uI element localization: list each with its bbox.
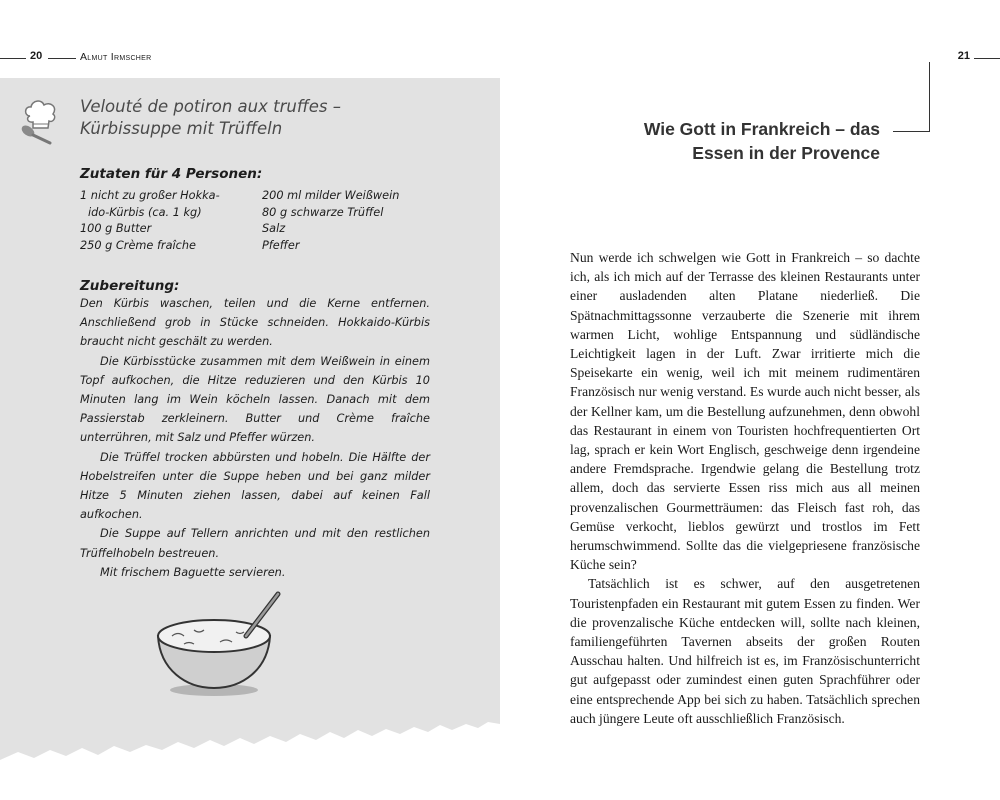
corner-bracket-horizontal [893, 131, 930, 132]
recipe [80, 96, 430, 582]
body-text [570, 248, 920, 728]
recipe-title-line: Kürbissuppe mit Trüffeln [80, 119, 283, 138]
ingredient-item: 200 ml milder Weißwein [262, 189, 400, 202]
recipe-title [80, 96, 430, 140]
right-running-header [920, 48, 1000, 68]
body-paragraph: Tatsächlich ist es schwer, auf den ausgetretenen Touristenpfaden ein Restaurant mit gutem Essen zu finden. Wer die provenzalische Küche entdecken will, sollte nach kleinen, familiengeführten Tavernen abseits der großen Routen Ausschau halten. Und hilfreich ist es, im Französischunterricht gut aufgepasst oder zumindest einen guten Sprachführer oder eine entsprechende App bei sich zu haben. Tatsächlich sprechen auch jüngere Leute oft ausschließlich Französisch. [570, 576, 920, 726]
ingredient-item: 80 g schwarze Trüffel [262, 205, 384, 219]
corner-bracket-vertical [929, 62, 930, 132]
ingredients-heading: Zutaten für 4 Personen: [80, 166, 263, 182]
soup-bowl-illustration [150, 588, 290, 703]
chapter-title [600, 117, 880, 165]
author-name: Almut Irmscher [80, 51, 152, 63]
ingredient-item: 250 g Crème fraîche [80, 238, 196, 252]
preparation-step: Mit frischem Baguette servieren. [100, 565, 286, 579]
ingredients-list [80, 188, 430, 254]
preparation-heading: Zubereitung: [80, 278, 180, 294]
recipe-title-line: Velouté de potiron aux truffes – [80, 97, 341, 116]
chapter-title-line: Wie Gott in Frankreich – das [643, 119, 880, 139]
ingredient-item: 1 nicht zu großer Hokka- [80, 189, 220, 202]
chapter-title-line: Essen in der Provence [692, 143, 880, 163]
preparation-step: Den Kürbis waschen, teilen und die Kerne entfernen. Anschließend grob in Stücke schneiden. Hokkaido-Kürbis braucht nicht geschält zu werden. [80, 297, 430, 349]
preparation-step: Die Trüffel trocken abbürsten und hobeln. Die Hälfte der Hobelstreifen unter die Suppe heben und bei ganz milder Hitze 5 Minuten ziehen lassen, dabei auf keinen Fall aufkochen. [80, 450, 430, 522]
ingredient-item: Pfeffer [262, 238, 300, 252]
left-page-number: 20 [30, 50, 43, 62]
preparation-step: Die Kürbisstücke zusammen mit dem Weißwein in einem Topf aufkochen, die Hitze reduzieren und den Kürbis 10 Minuten lang im Wein köcheln lassen. Danach mit dem Passierstab zerkleinern. Butter und Crème fraîche unterrühren, mit Salz und Pfeffer würzen. [80, 354, 430, 445]
chef-hat-spoon-icon [16, 96, 66, 146]
header-rule [974, 58, 1000, 59]
ingredient-item: ido-Kürbis (ca. 1 kg) [88, 205, 202, 219]
ingredient-item: 100 g Butter [80, 222, 152, 235]
right-page-number: 21 [957, 50, 970, 62]
preparation-step: Die Suppe auf Tellern anrichten und mit den restlichen Trüffelhobeln bestreuen. [80, 527, 430, 560]
body-paragraph: Nun werde ich schwelgen wie Gott in Frankreich – so dachte ich, als ich mich auf der Terrasse des kleinen Restaurants unter einer ausladenden alten Platane niederließ. Die Spätnachmittagssonne verzauberte die Szenerie mit ihrem warmen Licht, wohlige Entspannung und südländische Leichtigkeit lagen in der Luft. Zwar irritierte mich die Speisekarte ein wenig, weil ich mit meinem rudimentären Französisch nur wenig verstand. Es wurde auch nicht besser, als der Kellner kam, um die Bestellung aufzunehmen, denn obwohl das Restaurant in einem von Touristen hochfrequentierten Ort lag, sprach er kein Wort Englisch, geschweige denn irgendeine andere Fremdsprache. Irgendwie gelang die Bestellung trotz allem, doch das servierte Essen riss mich aus all meinen provenzalischen Gourmetträumen: das Fleisch fast roh, das Gemüse verkocht, lieblos gewürzt und trostlos im Fett herumschwimmend. Sollte das die vielgepriesene französische Küche sein? [570, 250, 920, 573]
ingredient-item: Salz [262, 222, 286, 235]
